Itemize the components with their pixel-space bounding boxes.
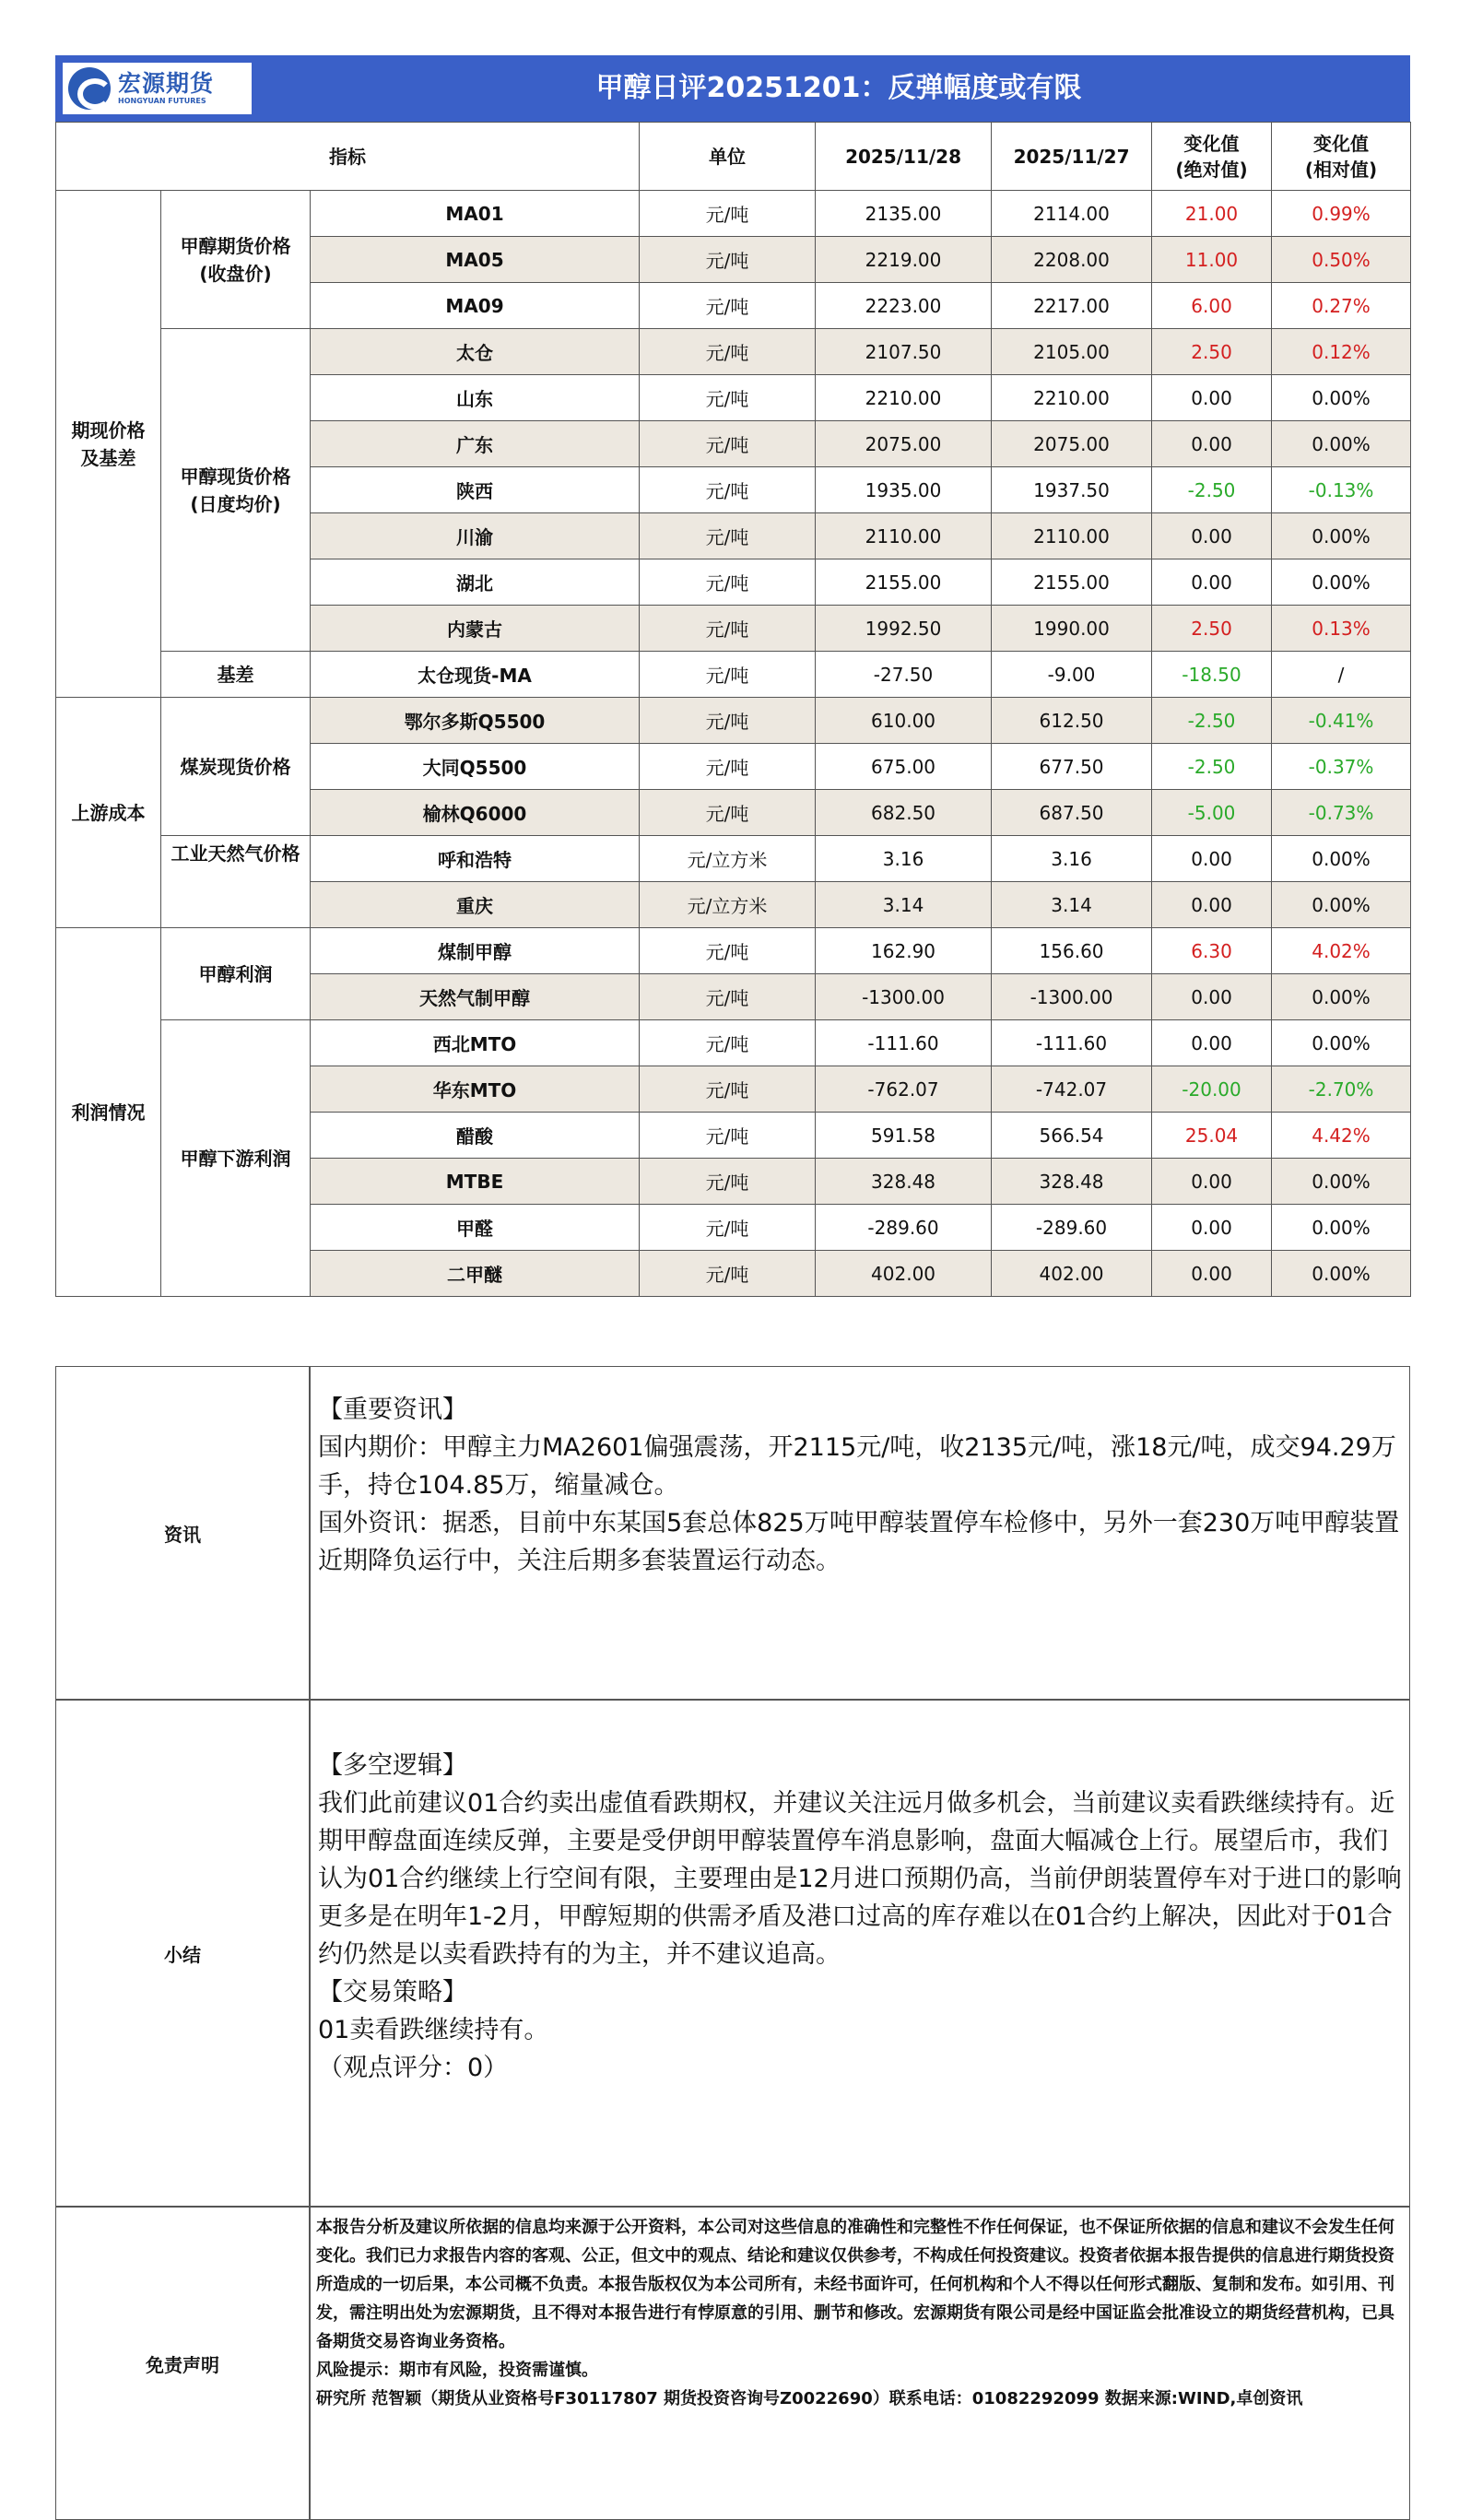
row-unit: 元/吨: [640, 744, 816, 790]
price-table: [55, 122, 1411, 1297]
news-heading: 【重要资讯】: [318, 1395, 467, 1424]
row-rel-change: 0.00%: [1272, 559, 1411, 606]
row-abs-change: -18.50: [1152, 652, 1272, 698]
row-value-2: -742.07: [992, 1066, 1152, 1113]
news-content: [310, 1366, 1410, 1700]
row-name: 大同Q5500: [311, 744, 640, 790]
group-label: 利润情况: [56, 928, 161, 1297]
row-value-2: -9.00: [992, 652, 1152, 698]
row-unit: 元/吨: [640, 329, 816, 375]
row-unit: 元/吨: [640, 928, 816, 974]
row-abs-change: 0.00: [1152, 1205, 1272, 1251]
row-name: 天然气制甲醇: [311, 974, 640, 1020]
table-row: [56, 836, 1411, 882]
row-abs-change: 6.30: [1152, 928, 1272, 974]
row-rel-change: 0.13%: [1272, 606, 1411, 652]
row-name: 榆林Q6000: [311, 790, 640, 836]
summary-strategy-heading: 【交易策略】: [318, 1978, 467, 2007]
row-value-1: 328.48: [816, 1159, 992, 1205]
row-value-2: -111.60: [992, 1020, 1152, 1066]
row-name: 西北MTO: [311, 1020, 640, 1066]
row-value-1: 1992.50: [816, 606, 992, 652]
table-row: [56, 329, 1411, 375]
row-rel-change: 0.00%: [1272, 1251, 1411, 1297]
row-value-1: 2223.00: [816, 283, 992, 329]
row-unit: 元/吨: [640, 1205, 816, 1251]
row-rel-change: 0.00%: [1272, 836, 1411, 882]
row-unit: 元/吨: [640, 375, 816, 421]
row-value-2: 687.50: [992, 790, 1152, 836]
row-value-2: 612.50: [992, 698, 1152, 744]
row-value-2: 328.48: [992, 1159, 1152, 1205]
disclaimer-content: [310, 2207, 1410, 2520]
row-value-2: -1300.00: [992, 974, 1152, 1020]
row-value-2: 1990.00: [992, 606, 1152, 652]
row-value-2: 156.60: [992, 928, 1152, 974]
row-value-2: 2155.00: [992, 559, 1152, 606]
row-value-1: 610.00: [816, 698, 992, 744]
summary-label: 小结: [55, 1700, 310, 2207]
row-value-2: 2210.00: [992, 375, 1152, 421]
row-abs-change: 21.00: [1152, 191, 1272, 237]
row-rel-change: 0.00%: [1272, 974, 1411, 1020]
row-value-2: 3.16: [992, 836, 1152, 882]
row-value-1: 675.00: [816, 744, 992, 790]
row-rel-change: 0.99%: [1272, 191, 1411, 237]
row-name: 山东: [311, 375, 640, 421]
row-rel-change: -2.70%: [1272, 1066, 1411, 1113]
row-name: MA09: [311, 283, 640, 329]
row-unit: 元/吨: [640, 606, 816, 652]
row-value-1: -27.50: [816, 652, 992, 698]
row-abs-change: 0.00: [1152, 513, 1272, 559]
row-value-1: 682.50: [816, 790, 992, 836]
row-rel-change: 0.12%: [1272, 329, 1411, 375]
row-abs-change: -2.50: [1152, 698, 1272, 744]
row-unit: 元/吨: [640, 513, 816, 559]
row-rel-change: -0.37%: [1272, 744, 1411, 790]
row-value-1: -1300.00: [816, 974, 992, 1020]
row-abs-change: 0.00: [1152, 974, 1272, 1020]
table-row: [56, 698, 1411, 744]
row-unit: 元/吨: [640, 1251, 816, 1297]
subgroup-label: 基差: [161, 652, 311, 698]
row-unit: 元/吨: [640, 467, 816, 513]
news-foreign: 国外资讯：据悉，目前中东某国5套总体825万吨甲醇装置停车检修中，另外一套230万吨甲醇装置近期降负运行中，关注后期多套装置运行动态。: [318, 1509, 1400, 1575]
row-unit: 元/吨: [640, 1159, 816, 1205]
row-value-1: 2075.00: [816, 421, 992, 467]
row-rel-change: 0.00%: [1272, 513, 1411, 559]
row-abs-change: 6.00: [1152, 283, 1272, 329]
subgroup-label: 工业天然气价格: [161, 836, 311, 928]
row-name: 陕西: [311, 467, 640, 513]
row-abs-change: 0.00: [1152, 421, 1272, 467]
row-name: 广东: [311, 421, 640, 467]
row-unit: 元/吨: [640, 559, 816, 606]
logo-en-text: HONGYUAN FUTURES: [118, 97, 206, 105]
row-value-1: 2135.00: [816, 191, 992, 237]
header-date-2: 2025/11/27: [992, 123, 1152, 191]
row-name: 二甲醚: [311, 1251, 640, 1297]
row-abs-change: 11.00: [1152, 237, 1272, 283]
row-name: 湖北: [311, 559, 640, 606]
summary-logic-text: 我们此前建议01合约卖出虚值看跌期权，并建议关注远月做多机会，当前建议卖看跌继续持有。近期甲醇盘面连续反弹，主要是受伊朗甲醇装置停车消息影响，盘面大幅减仓上行。展望后市，我们认为01合约继续上行空间有限，主要理由是12月进口预期仍高，当前伊朗装置停车对于进口的影响更多是在明年1-2月，甲醇短期的供需矛盾及港口过高的库存难以在01合约上解决，因此对于01合约仍然是以卖看跌持有的为主，并不建议追高。: [318, 1789, 1402, 1969]
header-unit: 单位: [640, 123, 816, 191]
row-rel-change: 0.00%: [1272, 1020, 1411, 1066]
row-unit: 元/立方米: [640, 836, 816, 882]
subgroup-label: 甲醇下游利润: [161, 1020, 311, 1297]
company-logo: [63, 63, 252, 114]
subgroup-label: 煤炭现货价格: [161, 698, 311, 836]
row-name: 太仓: [311, 329, 640, 375]
table-row: [56, 191, 1411, 237]
header-abs-change: 变化值 (绝对值): [1152, 123, 1272, 191]
news-label: 资讯: [55, 1366, 310, 1700]
row-name: 内蒙古: [311, 606, 640, 652]
row-abs-change: 0.00: [1152, 559, 1272, 606]
row-value-1: -289.60: [816, 1205, 992, 1251]
row-name: 太仓现货-MA: [311, 652, 640, 698]
row-value-2: 2217.00: [992, 283, 1152, 329]
row-value-1: 3.14: [816, 882, 992, 928]
header-date-1: 2025/11/28: [816, 123, 992, 191]
author-info: 研究所 范智颖（期货从业资格号F30117807 期货投资咨询号Z0022690）联系电话：01082292099 数据来源:WIND,卓创资讯: [316, 2389, 1303, 2408]
subgroup-label: 甲醇期货价格 (收盘价): [161, 191, 311, 329]
group-label: 上游成本: [56, 698, 161, 928]
row-rel-change: 0.00%: [1272, 1205, 1411, 1251]
subgroup-label: 甲醇利润: [161, 928, 311, 1020]
row-abs-change: 0.00: [1152, 1159, 1272, 1205]
risk-warning: 风险提示：期市有风险，投资需谨慎。: [316, 2361, 598, 2380]
row-rel-change: 4.02%: [1272, 928, 1411, 974]
row-value-1: 591.58: [816, 1113, 992, 1159]
row-abs-change: 2.50: [1152, 329, 1272, 375]
news-domestic: 国内期价：甲醇主力MA2601偏强震荡，开2115元/吨，收2135元/吨，涨18元/吨，成交94.29万手，持仓104.85万，缩量减仓。: [318, 1433, 1396, 1500]
row-rel-change: 0.27%: [1272, 283, 1411, 329]
logo-cn-text: 宏源期货: [118, 70, 215, 97]
row-name: 川渝: [311, 513, 640, 559]
table-row: [56, 1020, 1411, 1066]
row-value-1: -762.07: [816, 1066, 992, 1113]
summary-logic-heading: 【多空逻辑】: [318, 1751, 467, 1780]
row-value-1: 2155.00: [816, 559, 992, 606]
row-value-1: -111.60: [816, 1020, 992, 1066]
row-unit: 元/吨: [640, 974, 816, 1020]
row-value-1: 3.16: [816, 836, 992, 882]
row-unit: 元/吨: [640, 191, 816, 237]
header-rel-change: 变化值 (相对值): [1272, 123, 1411, 191]
row-abs-change: 0.00: [1152, 375, 1272, 421]
report-header: [55, 55, 1410, 122]
row-abs-change: 0.00: [1152, 1020, 1272, 1066]
row-abs-change: -2.50: [1152, 467, 1272, 513]
row-unit: 元/吨: [640, 421, 816, 467]
row-name: 甲醛: [311, 1205, 640, 1251]
row-rel-change: /: [1272, 652, 1411, 698]
row-abs-change: 25.04: [1152, 1113, 1272, 1159]
row-value-1: 2210.00: [816, 375, 992, 421]
row-value-1: 2107.50: [816, 329, 992, 375]
row-rel-change: 0.00%: [1272, 882, 1411, 928]
row-name: MTBE: [311, 1159, 640, 1205]
table-row: [56, 652, 1411, 698]
row-unit: 元/吨: [640, 790, 816, 836]
row-name: 华东MTO: [311, 1066, 640, 1113]
row-value-2: 3.14: [992, 882, 1152, 928]
disclaimer-label: 免责声明: [55, 2207, 310, 2520]
row-name: 醋酸: [311, 1113, 640, 1159]
row-name: 呼和浩特: [311, 836, 640, 882]
row-value-1: 2219.00: [816, 237, 992, 283]
row-name: 煤制甲醇: [311, 928, 640, 974]
summary-strategy-text: 01卖看跌继续持有。: [318, 2016, 549, 2044]
row-value-2: 1937.50: [992, 467, 1152, 513]
row-value-2: 2105.00: [992, 329, 1152, 375]
row-unit: 元/吨: [640, 1113, 816, 1159]
row-abs-change: -20.00: [1152, 1066, 1272, 1113]
row-value-2: 566.54: [992, 1113, 1152, 1159]
report-title: 甲醇日评20251201：反弹幅度或有限: [595, 72, 1082, 104]
table-header-row: [56, 123, 1411, 191]
row-name: MA01: [311, 191, 640, 237]
row-name: MA05: [311, 237, 640, 283]
row-unit: 元/吨: [640, 698, 816, 744]
table-row: [56, 928, 1411, 974]
row-value-1: 1935.00: [816, 467, 992, 513]
row-value-1: 162.90: [816, 928, 992, 974]
group-label: 期现价格 及基差: [56, 191, 161, 698]
row-abs-change: 0.00: [1152, 882, 1272, 928]
row-abs-change: 0.00: [1152, 836, 1272, 882]
row-unit: 元/吨: [640, 237, 816, 283]
row-unit: 元/吨: [640, 652, 816, 698]
row-rel-change: -0.41%: [1272, 698, 1411, 744]
row-rel-change: 0.50%: [1272, 237, 1411, 283]
row-value-2: 2110.00: [992, 513, 1152, 559]
row-value-2: 2208.00: [992, 237, 1152, 283]
row-unit: 元/吨: [640, 1020, 816, 1066]
row-name: 重庆: [311, 882, 640, 928]
row-rel-change: 0.00%: [1272, 421, 1411, 467]
row-value-2: 677.50: [992, 744, 1152, 790]
row-value-1: 2110.00: [816, 513, 992, 559]
row-rel-change: 0.00%: [1272, 1159, 1411, 1205]
row-abs-change: -2.50: [1152, 744, 1272, 790]
row-rel-change: -0.13%: [1272, 467, 1411, 513]
row-abs-change: 0.00: [1152, 1251, 1272, 1297]
row-unit: 元/立方米: [640, 882, 816, 928]
row-abs-change: -5.00: [1152, 790, 1272, 836]
row-value-2: 2114.00: [992, 191, 1152, 237]
row-unit: 元/吨: [640, 1066, 816, 1113]
row-rel-change: 4.42%: [1272, 1113, 1411, 1159]
row-name: 鄂尔多斯Q5500: [311, 698, 640, 744]
row-value-2: 2075.00: [992, 421, 1152, 467]
logo-mark-icon: [68, 67, 111, 110]
header-indicator: 指标: [56, 123, 640, 191]
row-rel-change: -0.73%: [1272, 790, 1411, 836]
row-rel-change: 0.00%: [1272, 375, 1411, 421]
disclaimer-text: 本报告分析及建议所依据的信息均来源于公开资料，本公司对这些信息的准确性和完整性不作任何保证，也不保证所依据的信息和建议不会发生任何变化。我们已力求报告内容的客观、公正，但文中的观点、结论和建议仅供参考，不构成任何投资建议。投资者依据本报告提供的信息进行期货投资所造成的一切后果，本公司概不负责。本报告版权仅为本公司所有，未经书面许可，任何机构和个人不得以任何形式翻版、复制和发布。如引用、刊发，需注明出处为宏源期货，且不得对本报告进行有悖原意的引用、删节和修改。宏源期货有限公司是经中国证监会批准设立的期货经营机构，已具备期货交易咨询业务资格。: [316, 2218, 1394, 2351]
row-value-1: 402.00: [816, 1251, 992, 1297]
summary-score: （观点评分：0）: [318, 2054, 509, 2082]
row-value-2: 402.00: [992, 1251, 1152, 1297]
row-unit: 元/吨: [640, 283, 816, 329]
row-abs-change: 2.50: [1152, 606, 1272, 652]
subgroup-label: 甲醇现货价格 (日度均价): [161, 329, 311, 652]
summary-content: [310, 1700, 1410, 2207]
report-page: [55, 55, 1410, 2452]
row-value-2: -289.60: [992, 1205, 1152, 1251]
